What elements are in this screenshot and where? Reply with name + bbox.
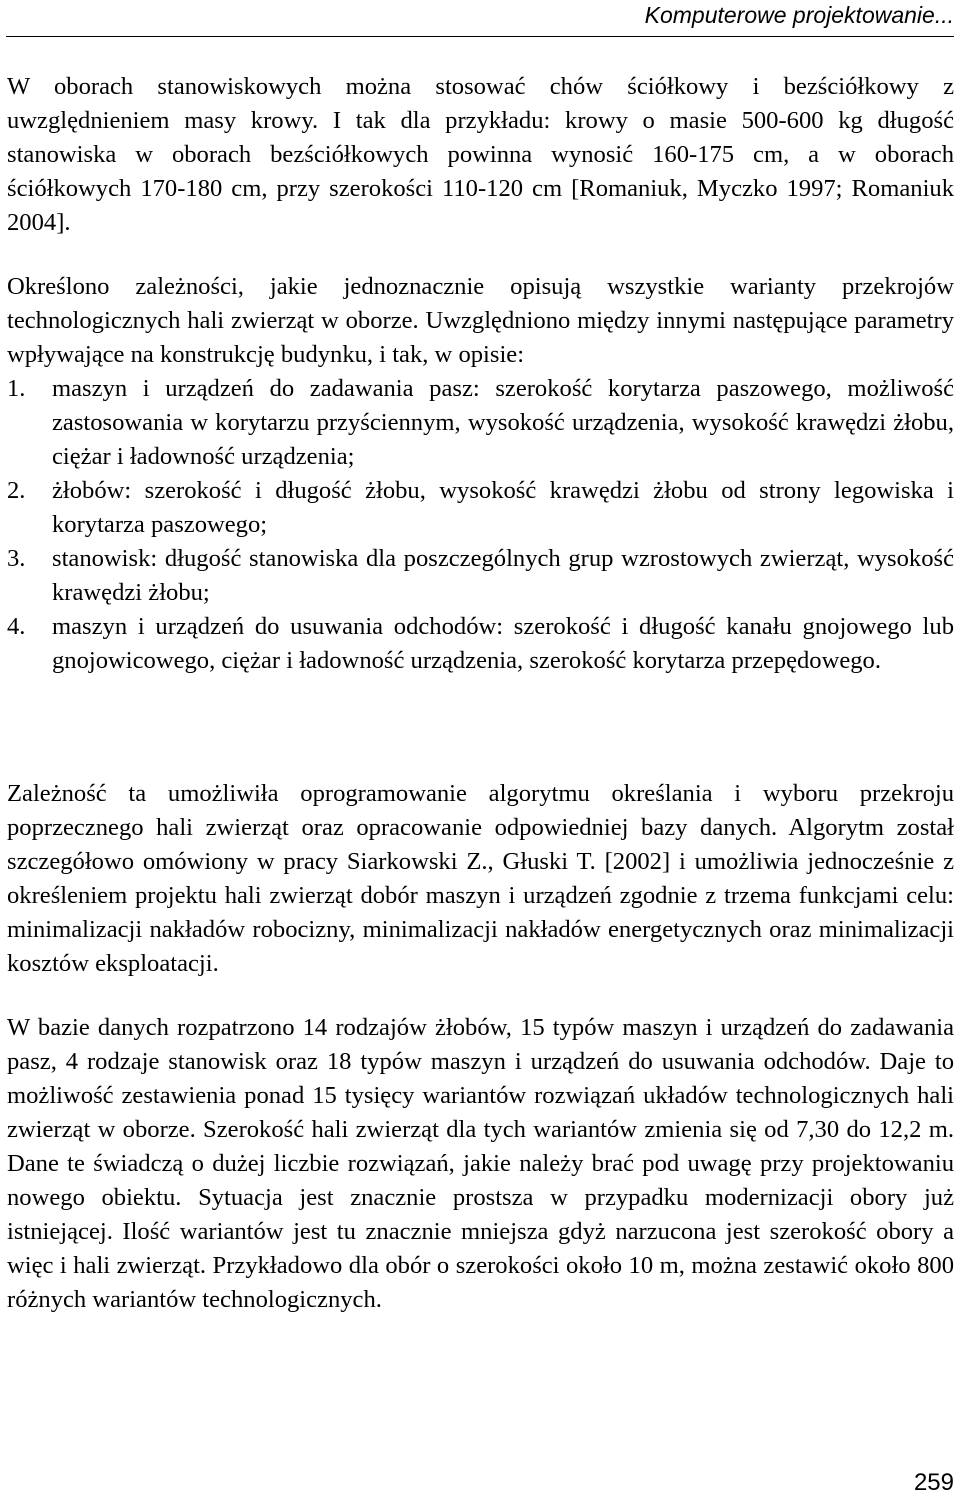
list-item <box>7 474 954 542</box>
list-item-number: 4. <box>7 613 26 640</box>
running-header: Komputerowe projektowanie... <box>644 2 954 28</box>
paragraph-database <box>7 1011 954 1317</box>
list-item-number: 3. <box>7 545 26 572</box>
paragraph-text: Zależność ta umożliwiła oprogramowanie algorytmu określania i wyboru przekroju poprzecznego hali zwierząt oraz opracowanie odpowiedniej bazy danych. Algorytm został szczegółowo omówiony w pracy Siarkowski Z., Głuski T. [2002] i umożliwia jednocześnie z określeniem projektu hali zwierząt dobór maszyn i urządzeń zgodnie z trzema funkcjami celu: minimalizacji nakładów robocizny, minimalizacji nakładów energetycznych oraz minimalizacji kosztów eksploatacji. <box>7 780 954 977</box>
paragraph-text: W bazie danych rozpatrzono 14 rodzajów żłobów, 15 typów maszyn i urządzeń do zadawania pasz, 4 rodzaje stanowisk oraz 18 typów maszyn i urządzeń do usuwania odchodów. Daje to możliwość zestawienia ponad 15 tysięcy wariantów rozwiązań układów technologicznych hali zwierząt w oborze. Szerokość hali zwierząt dla tych wariantów zmienia się od 7,30 do 12,2 m. Dane te świadczą o dużej liczbie rozwiązań, jakie należy brać pod uwagę przy projektowaniu nowego obiektu. Sytuacja jest znacznie prostsza w przypadku modernizacji obory już istniejącej. Ilość wariantów jest tu znacznie mniejsza gdyż narzucona jest szerokość obory a więc i hali zwierząt. Przykładowo dla obór o szerokości około 10 m, można zestawić około 800 różnych wariantów technologicznych. <box>7 1014 954 1313</box>
page-number: 259 <box>913 1469 954 1496</box>
list-item-text: stanowisk: długość stanowiska dla poszczególnych grup wzrostowych zwierząt, wysokość krawędzi żłobu; <box>52 545 954 606</box>
paragraph-algorithm <box>7 777 954 981</box>
list-item <box>7 372 954 474</box>
list-item <box>7 542 954 610</box>
list-item-text: maszyn i urządzeń do usuwania odchodów: szerokość i długość kanału gnojowego lub gnojowicowego, ciężar i ładowność urządzenia, szerokość korytarza przepędowego. <box>52 613 954 674</box>
header-divider <box>6 36 954 37</box>
paragraph-intro: Określono zależności, jakie jednoznacznie opisują wszystkie warianty przekrojów technologicznych hali zwierząt w oborze. Uwzględniono między innymi następujące parametry wpływające na konstrukcję budynku, i tak, w opisie: <box>7 273 954 368</box>
list-item-number: 2. <box>7 477 26 504</box>
paragraph-parameters <box>7 270 954 678</box>
list-item-text: maszyn i urządzeń do zadawania pasz: szerokość korytarza paszowego, możliwość zastosowania w korytarzu przyściennym, wysokość urządzenia, wysokość krawędzi żłobu, ciężar i ładowność urządzenia; <box>52 375 954 470</box>
list-item <box>7 610 954 678</box>
parameters-list <box>7 372 954 678</box>
paragraph-text: W oborach stanowiskowych można stosować chów ściółkowy i bezściółkowy z uwzględnieniem masy krowy. I tak dla przykładu: krowy o masie 500-600 kg długość stanowiska w oborach bezściółkowych powinna wynosić 160-175 cm, a w oborach ściółkowych 170-180 cm, przy szerokości 110-120 cm [Romaniuk, Myczko 1997; Romaniuk 2004]. <box>7 73 954 236</box>
paragraph-stall-dimensions <box>7 70 954 240</box>
list-item-number: 1. <box>7 375 26 402</box>
list-item-text: żłobów: szerokość i długość żłobu, wysokość krawędzi żłobu od strony legowiska i korytarza paszowego; <box>52 477 954 538</box>
